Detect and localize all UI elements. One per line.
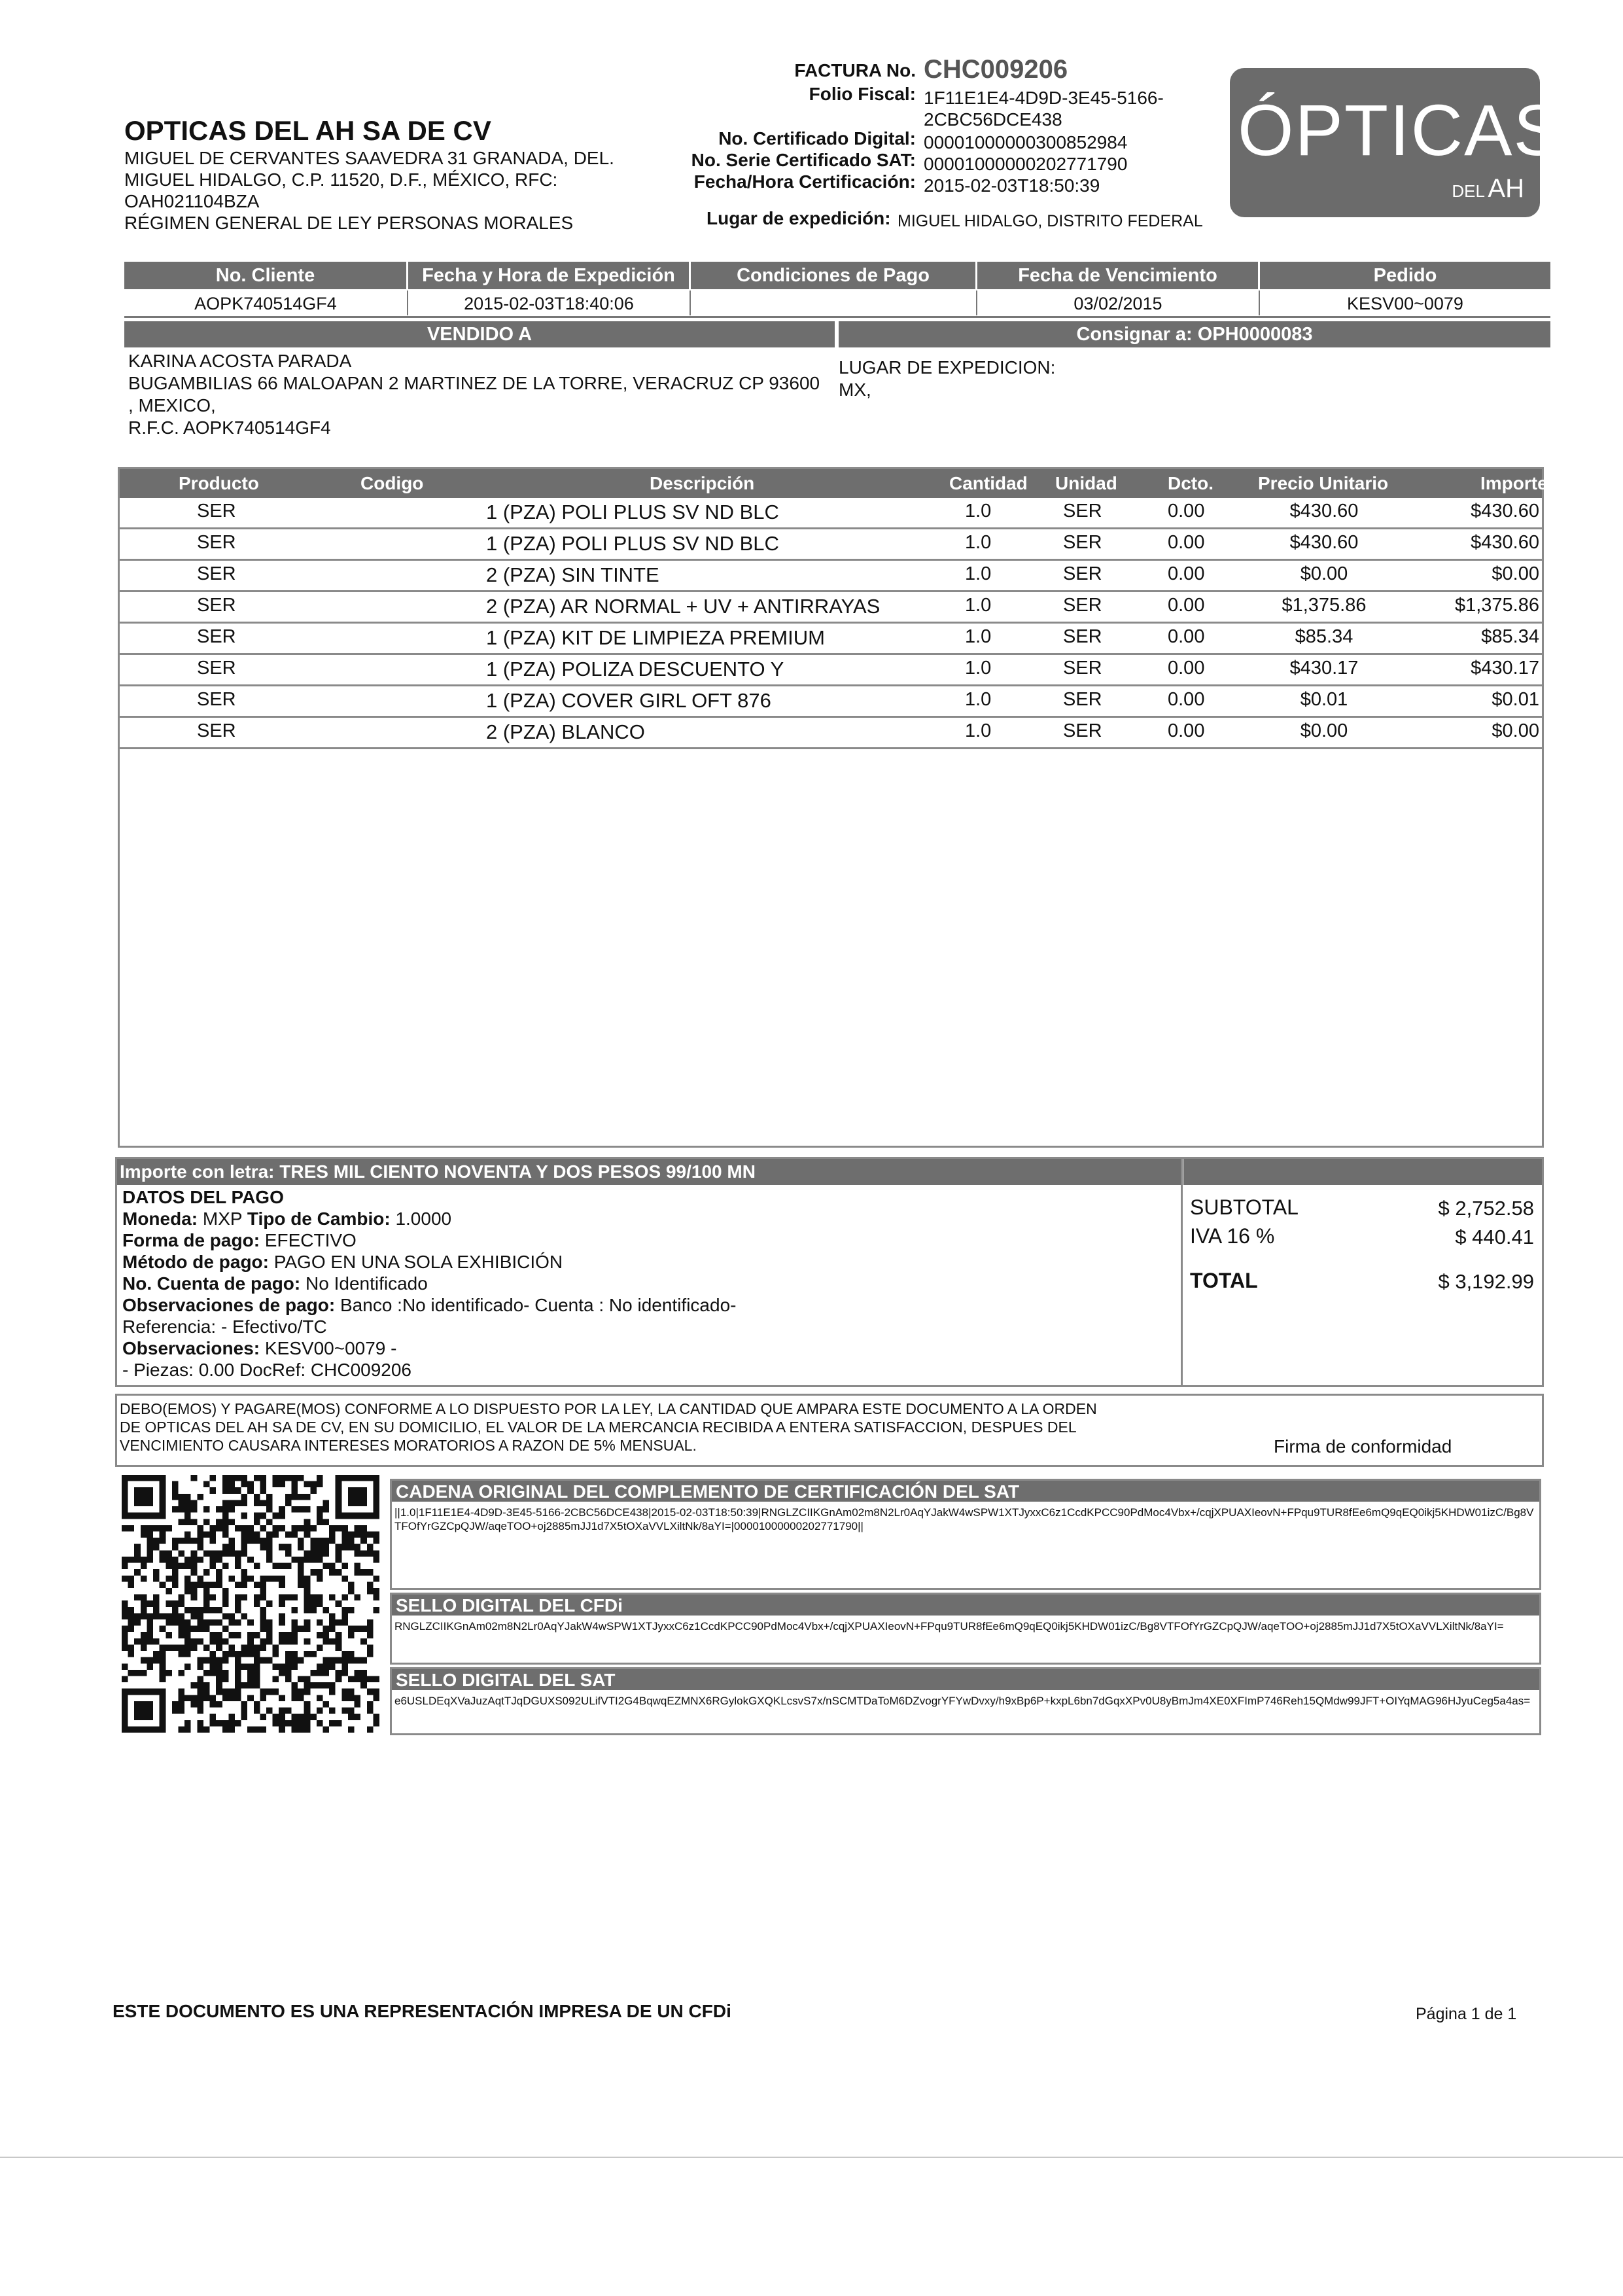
sello-cfdi-text: RNGLZCIIKGnAm02m8N2Lr0AqYJakW4wSPW1XTJyxxC6z1CcdKPCC90PdMoc4Vbx+/cqjXPUAXIeovN+FPqu9TUR8fEe6mQ9qEQ0ikj5KHDW01izC/Bg8VTFOfYrGZCpQJW/aqeTOO+oj2885mJJ1d7X5tOXaVVLXiltNk/8aYI= xyxy=(394,1620,1504,1633)
sello-sat-title: SELLO DIGITAL DEL SAT xyxy=(392,1669,1539,1690)
cliente-direccion: BUGAMBILIAS 66 MALOAPAN 2 MARTINEZ DE LA TORRE, VERACRUZ CP 93600 xyxy=(128,373,820,393)
tipo-cambio-value: 1.0000 xyxy=(395,1209,452,1229)
cell-cantidad: 1.0 xyxy=(965,626,992,647)
cell-unidad: SER xyxy=(1063,689,1102,710)
header-fecha-expedicion: Fecha y Hora de Expedición xyxy=(408,262,691,289)
company-logo xyxy=(1230,68,1563,217)
cell-cantidad: 1.0 xyxy=(965,689,992,710)
observaciones-value: KESV00~0079 - xyxy=(264,1338,397,1358)
obs-pago-label: Observaciones de pago: xyxy=(122,1295,336,1315)
col-dcto: Dcto. xyxy=(1168,473,1213,493)
iva-label: IVA 16 % xyxy=(1190,1224,1275,1248)
cell-precio: $1,375.86 xyxy=(1282,595,1367,616)
serie-sat-label: No. Serie Certificado SAT: xyxy=(691,150,916,170)
observaciones-line xyxy=(122,1337,1169,1359)
cell-producto: SER xyxy=(197,689,236,710)
cell-cantidad: 1.0 xyxy=(965,563,992,584)
consignar-lugar-value: MX, xyxy=(839,380,871,400)
col-producto: Producto xyxy=(179,473,259,493)
company-name: OPTICAS DEL AH SA DE CV xyxy=(124,115,491,146)
cell-cantidad: 1.0 xyxy=(965,595,992,616)
consignar-lugar-label: LUGAR DE EXPEDICION: xyxy=(839,357,1056,378)
observaciones-label: Observaciones: xyxy=(122,1338,260,1358)
cuenta-pago-line xyxy=(122,1273,1169,1294)
cell-dcto: 0.00 xyxy=(1168,689,1205,710)
footer-cfdi-note: ESTE DOCUMENTO ES UNA REPRESENTACIÓN IMPRESA DE UN CFDi xyxy=(113,2001,731,2021)
cell-producto: SER xyxy=(197,658,236,679)
cell-descripcion: 1 (PZA) POLI PLUS SV ND BLC xyxy=(486,501,779,523)
datos-pago xyxy=(122,1186,1169,1381)
cell-dcto: 0.00 xyxy=(1168,658,1205,679)
cell-importe: $430.17 xyxy=(1471,658,1539,679)
cell-dcto: 0.00 xyxy=(1168,532,1205,553)
scan-edge-line xyxy=(0,2157,1623,2158)
summary-value-row xyxy=(124,291,1550,318)
total-value: $ 3,192.99 xyxy=(1438,1270,1534,1293)
table-row xyxy=(120,561,1542,592)
col-cantidad: Cantidad xyxy=(949,473,1028,493)
cell-precio: $85.34 xyxy=(1295,626,1353,647)
cell-unidad: SER xyxy=(1063,563,1102,584)
value-fecha-expedicion: 2015-02-03T18:40:06 xyxy=(408,291,691,315)
obs-pago-line xyxy=(122,1294,1169,1316)
logo-small-text: DEL xyxy=(1452,181,1485,201)
items-header-row xyxy=(120,469,1548,498)
header-pedido: Pedido xyxy=(1373,265,1437,286)
qr-code-icon xyxy=(122,1475,379,1733)
cell-precio: $430.17 xyxy=(1289,658,1359,679)
cell-producto: SER xyxy=(197,532,236,553)
logo-main-text: ÓPTICAS xyxy=(1238,90,1563,171)
iva-value: $ 440.41 xyxy=(1455,1226,1534,1248)
cell-importe: $430.60 xyxy=(1471,501,1539,521)
cell-descripcion: 1 (PZA) COVER GIRL OFT 876 xyxy=(486,689,771,712)
cell-cantidad: 1.0 xyxy=(965,501,992,521)
sello-sat-text: e6USLDEqXVaJuzAqtTJqDGUXS092ULifVTI2G4BqwqEZMNX6RGylokGXQKLcsvS7x/nSCMTDaToM6DZvogrYFYwDvxy/h9xBp6P+kxpL6bn7dGqxXPv0U8yBmJm4XE0XFImP746Reh15QMdw99JFT+OIYqMAG96HJyuCeg5a4as= xyxy=(394,1695,1531,1707)
sello-cfdi-title: SELLO DIGITAL DEL CFDi xyxy=(392,1595,1539,1616)
pagare-line-1: DEBO(EMOS) Y PAGARE(MOS) CONFORME A LO DISPUESTO POR LA LEY, LA CANTIDAD QUE AMPARA ESTE DOCUMENTO A LA ORDEN xyxy=(120,1400,1097,1417)
header-no-cliente: No. Cliente xyxy=(124,262,408,289)
consignar-address xyxy=(839,357,1231,401)
totals-block xyxy=(1190,1188,1537,1384)
totals-header-bar xyxy=(1183,1159,1542,1185)
pagare-box xyxy=(115,1394,1544,1467)
page-number: Página 1 de 1 xyxy=(1416,2005,1517,2023)
col-descripcion: Descripción xyxy=(650,473,755,493)
cadena-original-block xyxy=(390,1479,1541,1590)
consignar-title: Consignar a: OPH0000083 xyxy=(1076,324,1313,345)
cell-descripcion: 1 (PZA) POLI PLUS SV ND BLC xyxy=(486,532,779,555)
cuenta-pago-value: No Identificado xyxy=(305,1273,428,1294)
cliente-pais: , MEXICO, xyxy=(128,395,216,415)
moneda-line xyxy=(122,1208,1169,1229)
cliente-nombre: KARINA ACOSTA PARADA xyxy=(128,351,352,371)
moneda-value: MXP xyxy=(202,1209,243,1229)
metodo-pago-value: PAGO EN UNA SOLA EXHIBICIÓN xyxy=(273,1252,563,1272)
company-address-line-4: RÉGIMEN GENERAL DE LEY PERSONAS MORALES xyxy=(124,213,574,233)
lugar-expedicion-value: MIGUEL HIDALGO, DISTRITO FEDERAL xyxy=(898,212,1203,230)
cell-descripcion: 2 (PZA) BLANCO xyxy=(486,720,645,743)
fecha-cert-value: 2015-02-03T18:50:39 xyxy=(924,175,1100,196)
summary-table xyxy=(124,262,1550,318)
vendido-a-bar xyxy=(124,321,835,347)
tipo-cambio-label: Tipo de Cambio: xyxy=(247,1209,391,1229)
header-condiciones-pago: Condiciones de Pago xyxy=(691,262,977,289)
table-row xyxy=(120,529,1542,561)
sello-cfdi-block xyxy=(390,1593,1541,1665)
section-divider xyxy=(1181,1159,1183,1385)
folio-fiscal-value-1: 1F11E1E4-4D9D-3E45-5166- xyxy=(924,88,1164,108)
metodo-pago-line xyxy=(122,1251,1169,1273)
col-importe: Importe xyxy=(1480,473,1548,493)
cell-precio: $0.01 xyxy=(1300,689,1348,710)
firma-conformidad: Firma de conformidad xyxy=(1274,1436,1452,1457)
qr-code xyxy=(122,1475,379,1733)
cell-cantidad: 1.0 xyxy=(965,720,992,741)
cell-dcto: 0.00 xyxy=(1168,501,1205,521)
pagare-line-2: DE OPTICAS DEL AH SA DE CV, EN SU DOMICILIO, EL VALOR DE LA MERCANCIA RECIBIDA A ENTERA SATISFACCION, DESPUES DEL xyxy=(120,1419,1077,1436)
cell-dcto: 0.00 xyxy=(1168,626,1205,647)
company-address-line-3: OAH021104BZA xyxy=(124,191,260,211)
fecha-cert-label: Fecha/Hora Certificación: xyxy=(693,171,916,192)
forma-pago-line xyxy=(122,1229,1169,1251)
factura-label: FACTURA No. xyxy=(794,60,916,80)
cell-cantidad: 1.0 xyxy=(965,658,992,679)
piezas-line: - Piezas: 0.00 DocRef: CHC009206 xyxy=(122,1360,411,1380)
cell-unidad: SER xyxy=(1063,532,1102,553)
col-codigo: Codigo xyxy=(360,473,424,493)
cell-importe: $1,375.86 xyxy=(1454,595,1539,616)
table-row xyxy=(120,498,1542,529)
vendido-a-address xyxy=(128,350,848,439)
cell-producto: SER xyxy=(197,501,236,521)
company-address-line-2: MIGUEL HIDALGO, C.P. 11520, D.F., MÉXICO, RFC: xyxy=(124,169,558,190)
cuenta-pago-label: No. Cuenta de pago: xyxy=(122,1273,301,1294)
cell-precio: $430.60 xyxy=(1289,501,1359,521)
payment-section xyxy=(115,1157,1544,1387)
value-no-cliente: AOPK740514GF4 xyxy=(124,291,408,315)
pagare-line-3: VENCIMIENTO CAUSARA INTERESES MORATORIOS A RAZON DE 5% MENSUAL. xyxy=(120,1437,697,1454)
serie-sat-value: 00001000000202771790 xyxy=(924,154,1128,174)
col-unidad: Unidad xyxy=(1055,473,1117,493)
value-condiciones-pago xyxy=(691,291,977,315)
lugar-expedicion-label: Lugar de expedición: xyxy=(707,208,891,228)
cliente-rfc: R.F.C. AOPK740514GF4 xyxy=(128,417,331,438)
items-body xyxy=(120,498,1542,1146)
cell-descripcion: 2 (PZA) AR NORMAL + UV + ANTIRRAYAS xyxy=(486,595,881,618)
datos-pago-title: DATOS DEL PAGO xyxy=(122,1187,284,1207)
folio-fiscal-label: Folio Fiscal: xyxy=(809,84,916,104)
importe-letra: Importe con letra: TRES MIL CIENTO NOVENTA Y DOS PESOS 99/100 MN xyxy=(120,1161,756,1182)
cert-digital-label: No. Certificado Digital: xyxy=(718,128,916,149)
sello-sat-block xyxy=(390,1667,1541,1735)
referencia-line: Referencia: - Efectivo/TC xyxy=(122,1316,327,1337)
logo-sub-text: AH xyxy=(1488,174,1524,203)
company-block xyxy=(124,115,700,234)
value-fecha-vencimiento: 03/02/2015 xyxy=(977,291,1260,315)
cell-importe: $0.00 xyxy=(1492,563,1539,584)
table-row xyxy=(120,592,1542,624)
table-row xyxy=(120,686,1542,718)
cell-cantidad: 1.0 xyxy=(965,532,992,553)
table-row xyxy=(120,655,1542,686)
forma-pago-label: Forma de pago: xyxy=(122,1230,260,1250)
items-table xyxy=(118,467,1548,1148)
cell-importe: $0.00 xyxy=(1492,720,1539,741)
cell-unidad: SER xyxy=(1063,658,1102,679)
cert-digital-value: 00001000000300852984 xyxy=(924,132,1128,152)
company-address-line-1: MIGUEL DE CERVANTES SAAVEDRA 31 GRANADA, DEL. xyxy=(124,148,614,168)
consignar-bar xyxy=(839,321,1550,347)
cell-unidad: SER xyxy=(1063,626,1102,647)
cell-dcto: 0.00 xyxy=(1168,595,1205,616)
summary-header-row xyxy=(124,262,1550,289)
cell-precio: $430.60 xyxy=(1289,532,1359,553)
metodo-pago-label: Método de pago: xyxy=(122,1252,269,1272)
cell-descripcion: 2 (PZA) SIN TINTE xyxy=(486,563,659,586)
factura-number: CHC009206 xyxy=(924,55,1068,84)
subtotal-label: SUBTOTAL xyxy=(1190,1195,1299,1219)
cell-producto: SER xyxy=(197,595,236,616)
cell-descripcion: 1 (PZA) POLIZA DESCUENTO Y xyxy=(486,658,784,680)
cell-producto: SER xyxy=(197,563,236,584)
cell-importe: $85.34 xyxy=(1481,626,1539,647)
cell-unidad: SER xyxy=(1063,720,1102,741)
table-row xyxy=(120,718,1542,749)
cell-precio: $0.00 xyxy=(1300,563,1348,584)
folio-fiscal-value-2: 2CBC56DCE438 xyxy=(924,109,1062,130)
cell-producto: SER xyxy=(197,720,236,741)
table-row xyxy=(120,624,1542,655)
cadena-original-text: ||1.0|1F11E1E4-4D9D-3E45-5166-2CBC56DCE438|2015-02-03T18:50:39|RNGLZCIIKGnAm02m8N2Lr0AqYJakW4wSPW1XTJyxxC6z1CcdKPCC90PdMoc4Vbx+/cqjXPUAXIeovN+FPqu9TUR8fEe6mQ9qEQ0ikj5KHDW01izC/Bg8VTFOfYrGZCpQJW/aqeTOO+oj2885mJJ1d7X5tOXaVVLXiltNk/8aYI=|00001000000202771790|| xyxy=(394,1506,1534,1532)
header-fecha-vencimiento: Fecha de Vencimiento xyxy=(977,262,1260,289)
total-label: TOTAL xyxy=(1190,1269,1258,1292)
obs-pago-value: Banco :No identificado- Cuenta : No identificado- xyxy=(340,1295,737,1315)
cell-unidad: SER xyxy=(1063,501,1102,521)
cell-importe: $0.01 xyxy=(1492,689,1539,710)
col-precio-unitario: Precio Unitario xyxy=(1258,473,1389,493)
cell-producto: SER xyxy=(197,626,236,647)
cell-descripcion: 1 (PZA) KIT DE LIMPIEZA PREMIUM xyxy=(486,626,825,649)
subtotal-value: $ 2,752.58 xyxy=(1438,1197,1534,1220)
moneda-label: Moneda: xyxy=(122,1209,198,1229)
importe-letra-bar xyxy=(117,1159,1181,1185)
vendido-a-title: VENDIDO A xyxy=(427,324,532,345)
cadena-original-title: CADENA ORIGINAL DEL COMPLEMENTO DE CERTIFICACIÓN DEL SAT xyxy=(392,1481,1539,1502)
cell-precio: $0.00 xyxy=(1300,720,1348,741)
value-pedido: KESV00~0079 xyxy=(1347,294,1463,313)
forma-pago-value: EFECTIVO xyxy=(264,1230,357,1250)
cell-unidad: SER xyxy=(1063,595,1102,616)
cell-importe: $430.60 xyxy=(1471,532,1539,553)
cell-dcto: 0.00 xyxy=(1168,563,1205,584)
pagare-text xyxy=(120,1400,1363,1455)
cell-dcto: 0.00 xyxy=(1168,720,1205,741)
